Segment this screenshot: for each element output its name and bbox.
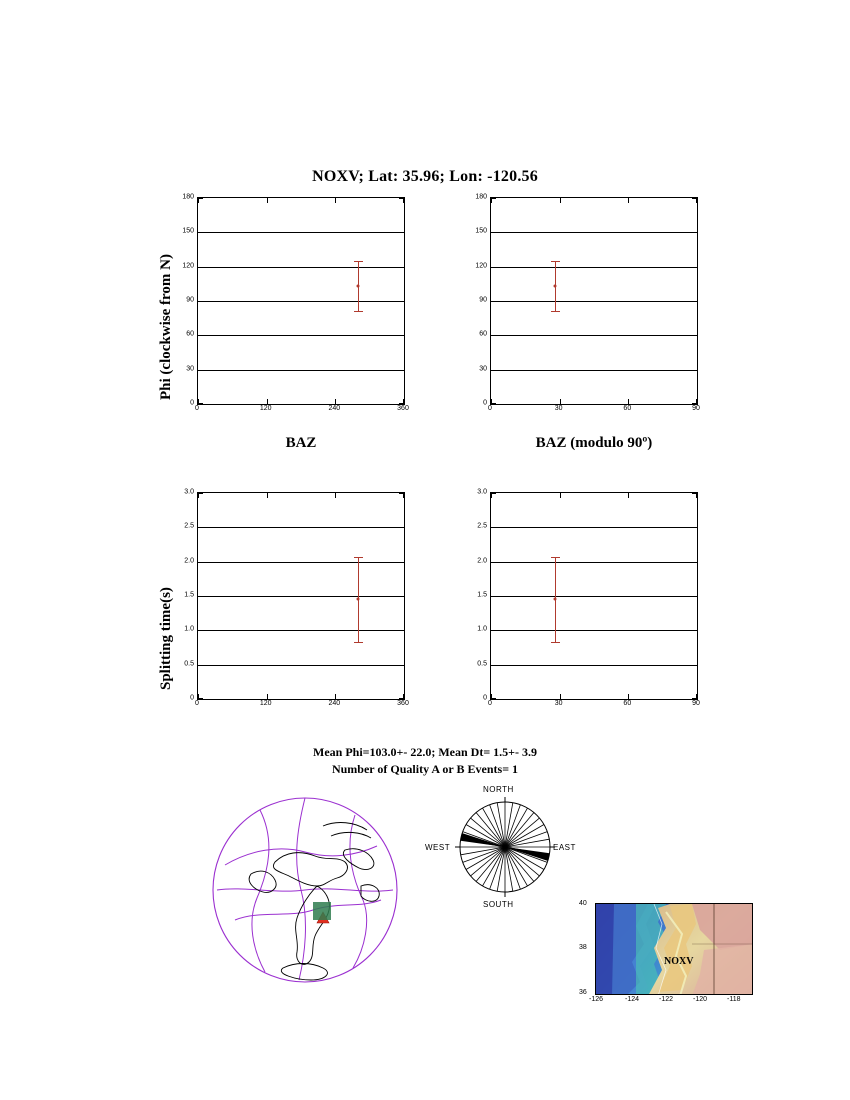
globe-svg	[205, 790, 405, 990]
x-tick	[335, 399, 336, 404]
error-bar-cap-upper	[551, 261, 560, 262]
y-tick-right	[692, 198, 697, 199]
x-tick-top	[267, 198, 268, 203]
error-bar-cap-upper	[354, 261, 363, 262]
x-tick-label: 0	[195, 405, 199, 412]
y-tick-label: 2.0	[477, 557, 487, 565]
y-tick	[491, 267, 496, 268]
map-lon-tick-122: -122	[659, 996, 674, 1003]
y-tick	[198, 335, 203, 336]
rose-label-west: WEST	[425, 843, 451, 852]
y-tick-right	[692, 267, 697, 268]
y-tick-right	[399, 665, 404, 666]
y-tick	[198, 630, 203, 631]
grid-line	[198, 232, 404, 233]
x-tick	[560, 694, 561, 699]
rose-label-north: NORTH	[483, 785, 514, 794]
error-bar-cap-upper	[551, 557, 560, 558]
x-axis-caption-baz-mod90: BAZ (modulo 90º)	[535, 435, 653, 451]
y-tick-right	[692, 403, 697, 404]
y-tick-label: 2.0	[184, 557, 194, 565]
rose-label-south: SOUTH	[483, 900, 514, 909]
y-tick-label: 60	[479, 330, 487, 338]
y-tick	[491, 301, 496, 302]
y-tick	[491, 596, 496, 597]
y-tick-label: 3.0	[477, 488, 487, 496]
map-svg	[596, 904, 753, 995]
stat-event-count: Number of Quality A or B Events= 1	[331, 762, 519, 776]
x-tick-label: 120	[259, 405, 272, 412]
chart-phi-vs-baz[interactable]	[197, 197, 405, 405]
y-tick-label: 120	[182, 262, 194, 270]
y-tick-right	[692, 630, 697, 631]
map-lon-tick-124: -124	[625, 996, 640, 1003]
y-tick-label: 90	[479, 296, 487, 304]
regional-topographic-map[interactable]	[577, 900, 753, 1010]
x-tick-label: 360	[397, 405, 409, 412]
y-tick-label: 0	[483, 694, 487, 702]
grid-line	[491, 562, 697, 563]
y-tick-right	[399, 596, 404, 597]
grid-line	[491, 370, 697, 371]
data-point[interactable]	[357, 598, 360, 601]
y-tick-right	[399, 267, 404, 268]
y-axis-label-phi: Phi (clockwise from N)	[158, 254, 174, 400]
grid-line	[198, 267, 404, 268]
azimuth-rose-diagram[interactable]	[425, 785, 585, 915]
stat-mean-phi-dt: Mean Phi=103.0+- 22.0; Mean Dt= 1.5+- 3.9	[313, 745, 537, 759]
y-tick-label: 1.5	[477, 591, 487, 599]
y-tick-label: 60	[186, 330, 194, 338]
y-tick-label: 0	[483, 399, 487, 407]
grid-line	[491, 596, 697, 597]
y-tick-right	[399, 232, 404, 233]
y-tick-right	[692, 698, 697, 699]
grid-line	[491, 267, 697, 268]
map-lon-tick-120: -120	[693, 996, 708, 1003]
error-bar-cap-lower	[354, 642, 363, 643]
grid-line	[198, 301, 404, 302]
y-tick-right	[692, 562, 697, 563]
y-tick	[198, 232, 203, 233]
y-tick-label: 180	[475, 193, 487, 201]
rose-label-east: EAST	[553, 843, 576, 852]
y-tick-right	[692, 527, 697, 528]
y-tick-right	[399, 493, 404, 494]
x-tick	[628, 694, 629, 699]
y-tick-right	[692, 596, 697, 597]
y-tick-right	[399, 403, 404, 404]
y-tick-label: 150	[182, 227, 194, 235]
x-tick-label: 0	[195, 700, 199, 707]
y-tick-label: 120	[475, 262, 487, 270]
y-tick-right	[692, 335, 697, 336]
x-tick	[267, 399, 268, 404]
y-tick	[491, 698, 496, 699]
error-bar-cap-lower	[354, 311, 363, 312]
x-tick-top	[560, 198, 561, 203]
grid-line	[198, 596, 404, 597]
map-lon-tick-118: -118	[727, 996, 741, 1003]
grid-line	[491, 232, 697, 233]
map-lat-tick-36: 36	[579, 989, 587, 996]
data-point[interactable]	[357, 285, 360, 288]
y-tick-label: 2.5	[477, 522, 487, 530]
y-tick	[198, 665, 203, 666]
y-axis-label-splitting-time: Splitting time(s)	[158, 587, 174, 690]
x-tick-label: 240	[328, 405, 341, 412]
x-tick-top	[335, 198, 336, 203]
x-tick-top	[267, 493, 268, 498]
error-bar-cap-lower	[551, 311, 560, 312]
y-tick	[491, 335, 496, 336]
y-tick-right	[692, 232, 697, 233]
y-tick-right	[399, 527, 404, 528]
y-tick	[491, 232, 496, 233]
y-tick-right	[399, 301, 404, 302]
y-tick-right	[399, 335, 404, 336]
x-tick-label: 0	[488, 700, 492, 707]
grid-line	[491, 527, 697, 528]
error-bar-cap-lower	[551, 642, 560, 643]
y-tick	[198, 698, 203, 699]
x-tick	[560, 399, 561, 404]
y-tick	[491, 527, 496, 528]
y-tick-right	[692, 301, 697, 302]
y-tick-label: 0.5	[477, 660, 487, 668]
y-tick	[198, 301, 203, 302]
y-tick	[198, 493, 203, 494]
y-tick	[491, 403, 496, 404]
error-bar-cap-upper	[354, 557, 363, 558]
x-tick-label: 30	[554, 405, 563, 412]
grid-line	[198, 527, 404, 528]
y-tick-right	[692, 493, 697, 494]
y-tick-right	[399, 698, 404, 699]
x-tick-label: 120	[259, 700, 272, 707]
grid-line	[491, 630, 697, 631]
globe-event-map[interactable]	[205, 790, 405, 990]
map-lon-tick-126: -126	[589, 996, 604, 1003]
y-tick	[198, 527, 203, 528]
x-tick-top	[560, 493, 561, 498]
y-tick	[491, 493, 496, 494]
grid-line	[491, 335, 697, 336]
y-tick	[491, 630, 496, 631]
y-tick	[198, 267, 203, 268]
y-tick-label: 0.5	[184, 660, 194, 668]
y-tick-right	[399, 370, 404, 371]
y-tick	[491, 665, 496, 666]
grid-line	[198, 665, 404, 666]
x-tick	[267, 694, 268, 699]
y-tick	[198, 403, 203, 404]
chart-dt-vs-baz-mod90[interactable]	[490, 492, 698, 700]
x-tick-label: 360	[397, 700, 409, 707]
x-tick-label: 90	[692, 700, 700, 707]
y-tick-label: 3.0	[184, 488, 194, 496]
y-tick-label: 2.5	[184, 522, 194, 530]
x-tick-top	[628, 493, 629, 498]
map-lat-tick-40: 40	[579, 900, 587, 907]
map-station-label: NOXV	[664, 956, 694, 967]
grid-line	[491, 665, 697, 666]
x-tick	[335, 694, 336, 699]
grid-line	[198, 335, 404, 336]
x-tick-top	[628, 198, 629, 203]
x-axis-caption-baz: BAZ	[285, 435, 317, 451]
y-tick-label: 150	[475, 227, 487, 235]
data-point[interactable]	[554, 285, 557, 288]
x-tick-label: 0	[488, 405, 492, 412]
y-tick-label: 30	[479, 365, 487, 373]
y-tick	[198, 562, 203, 563]
y-tick-label: 180	[182, 193, 194, 201]
y-tick-right	[692, 370, 697, 371]
y-tick-label: 1.5	[184, 591, 194, 599]
y-tick	[491, 198, 496, 199]
grid-line	[198, 630, 404, 631]
x-tick-label: 60	[623, 700, 632, 707]
map-frame	[595, 903, 753, 995]
grid-line	[198, 562, 404, 563]
y-tick-right	[399, 630, 404, 631]
x-tick-label: 60	[623, 405, 632, 412]
x-tick-label: 30	[554, 700, 563, 707]
y-tick	[198, 596, 203, 597]
page-title: NOXV; Lat: 35.96; Lon: -120.56	[312, 168, 538, 185]
y-tick-right	[399, 562, 404, 563]
y-tick-label: 0	[190, 694, 194, 702]
y-tick	[491, 370, 496, 371]
x-tick-label: 90	[692, 405, 700, 412]
y-tick-label: 90	[186, 296, 194, 304]
x-tick-top	[335, 493, 336, 498]
y-tick	[491, 562, 496, 563]
chart-phi-vs-baz-mod90[interactable]	[490, 197, 698, 405]
y-tick-right	[399, 198, 404, 199]
y-tick-label: 1.0	[477, 625, 487, 633]
y-tick-label: 0	[190, 399, 194, 407]
data-point[interactable]	[554, 598, 557, 601]
map-lat-tick-38: 38	[579, 944, 587, 951]
y-tick	[198, 198, 203, 199]
chart-dt-vs-baz[interactable]	[197, 492, 405, 700]
x-tick	[628, 399, 629, 404]
y-tick-label: 30	[186, 365, 194, 373]
y-tick	[198, 370, 203, 371]
grid-line	[198, 370, 404, 371]
y-tick-right	[692, 665, 697, 666]
grid-line	[491, 301, 697, 302]
y-tick-label: 1.0	[184, 625, 194, 633]
x-tick-label: 240	[328, 700, 341, 707]
